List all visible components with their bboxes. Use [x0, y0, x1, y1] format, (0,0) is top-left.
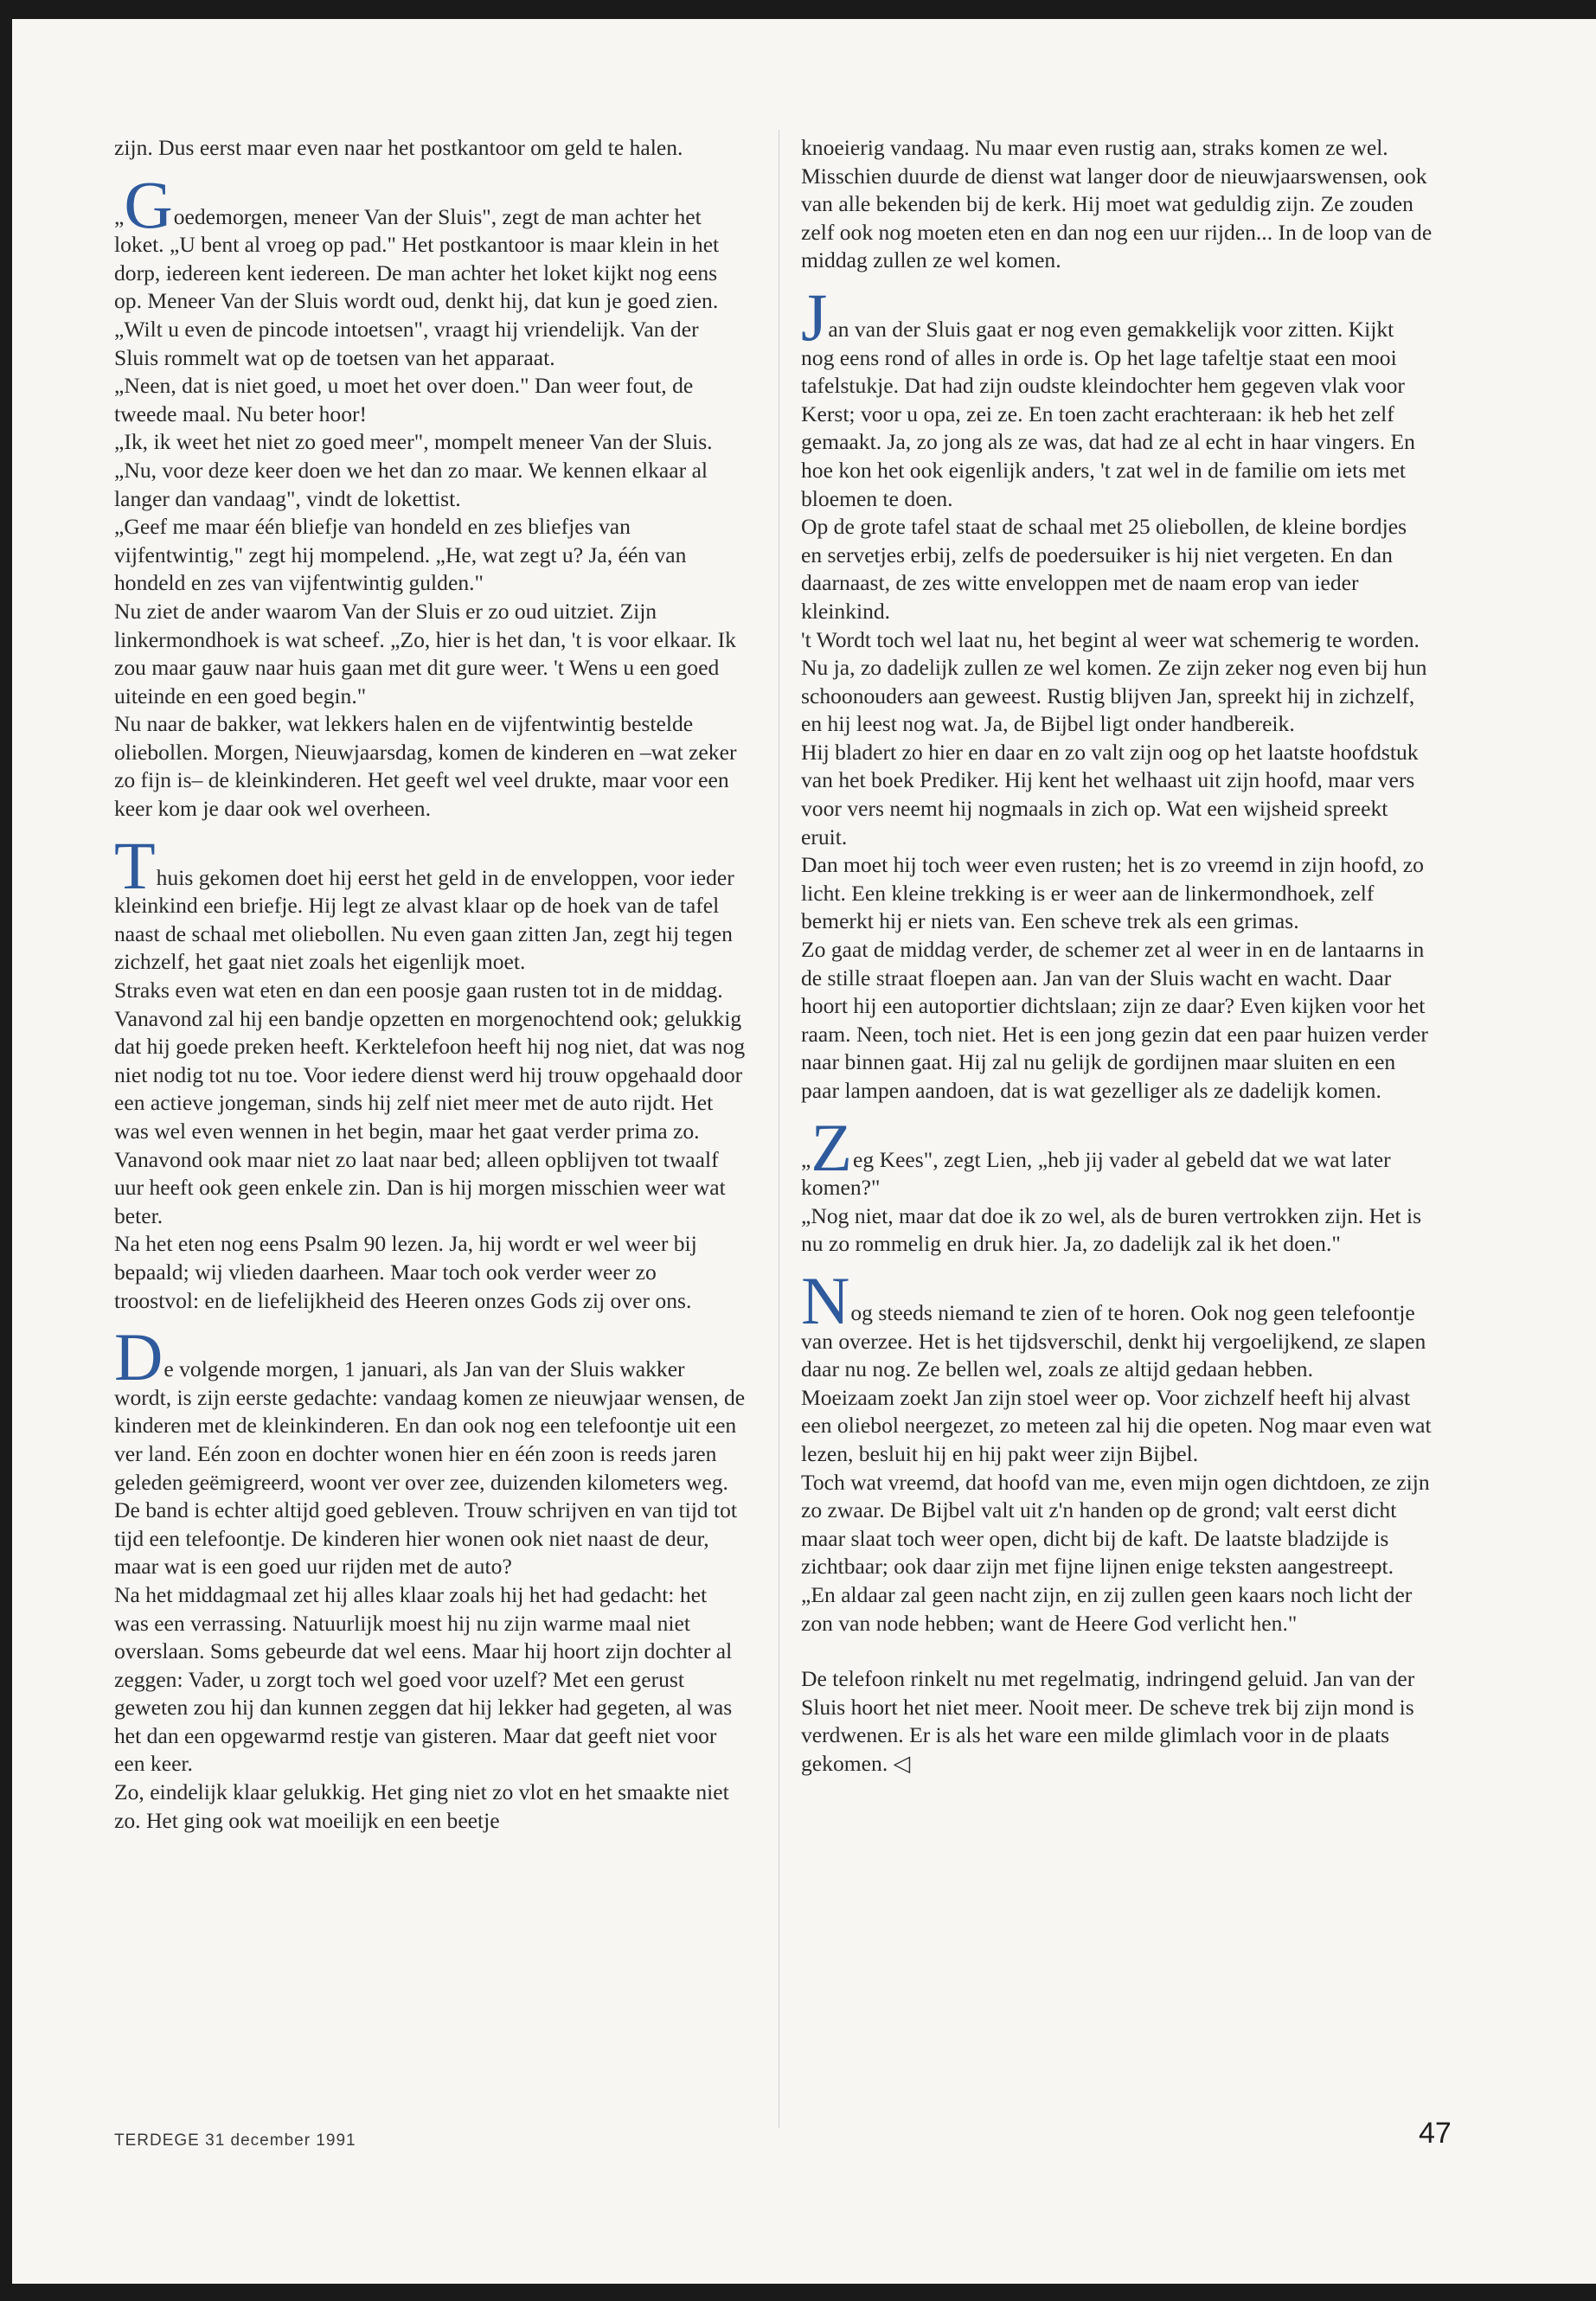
paragraph: Nu naar de bakker, wat lekkers halen en de vijfentwintig bestelde oliebollen. Morgen, Nieuwjaarsdag, komen de kinderen en –wat zeker zo fijn is– de kleinkinderen. Het geeft wel veel drukte, maar voor een keer kom je daar ook wel overheen.: [114, 711, 737, 822]
paragraph: 't Wordt toch wel laat nu, het begint al weer wat schemerig te worden. Nu ja, zo dadelijk zullen ze wel komen. Ze zijn zeker nog even bij hun schoonouders aan geweest. Rustig blijven Jan, spreekt hij in zichzelf, en hij leest nog wat. Ja, de Bijbel ligt onder handbereik.: [801, 626, 1427, 737]
paragraph: Op de grote tafel staat de schaal met 25 oliebollen, de kleine bordjes en servetjes erbij, zelfs de poedersuiker is hij niet vergeten. En dan daarnaast, de zes witte enveloppen met de naam erop van ieder kleinkind.: [801, 514, 1407, 624]
paragraph: Hij bladert zo hier en daar en zo valt zijn oog op het laatste hoofdstuk van het boek Prediker. Hij kent het welhaast uit zijn hoofd, maar vers voor vers neemt hij nogmaals in zich op. Wat een wijsheid spreekt eruit.: [801, 739, 1419, 849]
left-column: [114, 134, 746, 1835]
paragraph-text: og steeds niemand te zien of te horen. Ook nog geen telefoontje van overzee. Het is het tijdsverschil, denkt hij vergoelijkend, ze slapen daar nu nog. Ze bellen wel, zoals ze altijd gedaan hebben.: [801, 1299, 1426, 1382]
paragraph-with-drop-cap: [114, 166, 746, 316]
scan-border-left: [0, 0, 12, 2301]
paragraph-text: eg Kees", zegt Lien, „heb jij vader al gebeld dat we wat later komen?": [801, 1146, 1391, 1201]
paragraph: Dan moet hij toch weer even rusten; het is zo vreemd in zijn hoofd, zo licht. Een kleine trekking is er weer aan de linkermondhoek, zelf bemerkt hij er niets van. Een scheve trek als een grimas.: [801, 852, 1424, 934]
paragraph-with-drop-cap: [801, 1262, 1433, 1384]
paragraph: Na het eten nog eens Psalm 90 lezen. Ja, hij wordt er wel weer bij bepaald; wij vlieden daarheen. Maar toch ook verder weer zo troostvol: en de liefelijkheid des Heeren onzes Gods zij over ons.: [114, 1231, 697, 1313]
paragraph: Zo, eindelijk klaar gelukkig. Het ging niet zo vlot en het smaakte niet zo. Het ging ook wat moeilijk en een beetje: [114, 1779, 729, 1833]
paragraph: „Ik, ik weet het niet zo goed meer", mompelt meneer Van der Sluis.: [114, 429, 713, 455]
paragraph-text: oedemorgen, meneer Van der Sluis", zegt de man achter het loket. „U bent al vroeg op pad." Het postkantoor is maar klein in het dorp, iedereen kent iedereen. De man achter het loket kijkt nog eens op. Meneer Van der Sluis wordt oud, denkt hij, dat kun je goed zien.: [114, 203, 720, 314]
paragraph: „Geef me maar één bliefje van hondeld en zes bliefjes van vijfentwintig," zegt hij mompelend. „He, wat zegt u? Ja, één van hondeld en zes van vijfentwintig gulden.": [114, 514, 687, 596]
drop-cap: N: [801, 1262, 850, 1338]
paragraph: Zo gaat de middag verder, de schemer zet al weer in en de lantaarns in de stille straat floepen aan. Jan van der Sluis wacht en wacht. Daar hoort hij een autoportier dichtslaan; zijn ze daar? Even kijken voor het raam. Neen, toch niet. Het is een jong gezin dat een paar huizen verder naar binnen gaat. Hij zal nu gelijk de gordijnen maar sluiten en een paar lampen aandoen, dat is wat gezelliger als ze dadelijk komen.: [801, 937, 1428, 1103]
quote-mark: „: [801, 1146, 811, 1172]
quote-mark: „: [114, 203, 125, 229]
publication-footer: TERDEGE 31 december 1991: [114, 2131, 356, 2150]
paragraph: Straks even wat eten en dan een poosje gaan rusten tot in de middag. Vanavond zal hij een bandje opzetten en morgenochtend ook; gelukkig dat hij goede preken heeft. Kerktelefoon heeft hij nog niet, dat was nog niet nodig tot nu toe. Voor iedere dienst werd hij trouw opgehaald door een actieve jongeman, sinds hij zelf niet meer met de auto rijdt. Het was wel even wennen in het begin, maar het gaat verder prima zo.: [114, 977, 746, 1144]
page-number: 47: [1419, 2117, 1452, 2150]
right-column: [801, 134, 1433, 1778]
paragraph-text: huis gekomen doet hij eerst het geld in de enveloppen, voor ieder kleinkind een briefje. Hij legt ze alvast klaar op de hoek van de tafel naast de schaal met oliebollen. Nu even gaan zitten Jan, zegt hij tegen zichzelf, het gaat niet zoals het eigenlijk moet.: [114, 864, 734, 975]
paragraph: „Nu, voor deze keer doen we het dan zo maar. We kennen elkaar al langer dan vandaag", vindt de lokettist.: [114, 457, 708, 511]
paragraph: Moeizaam zoekt Jan zijn stoel weer op. Voor zichzelf heeft hij alvast een oliebol neergezet, zo meteen zal hij die opeten. Nog maar even wat lezen, besluit hij en hij pakt weer zijn Bijbel.: [801, 1384, 1432, 1466]
paragraph-with-drop-cap: [801, 1109, 1433, 1202]
paragraph-with-drop-cap: [801, 279, 1433, 513]
paragraph-text: e volgende morgen, 1 januari, als Jan van der Sluis wakker wordt, is zijn eerste gedachte: vandaag komen ze nieuwjaar wensen, de kinderen met de kleinkinderen. En dan ook nog een telefoontje uit een ver land. Eén zoon en dochter wonen hier en één zoon is reeds jaren geleden geëmigreerd, woont ver over zee, duizenden kilometers weg. De band is echter altijd goed gebleven. Trouw schrijven en van tijd tot tijd een telefoontje. De kinderen hier wonen ook niet naast de deur, maar wat is een goed uur rijden met de auto?: [114, 1356, 746, 1580]
drop-cap: G: [124, 166, 173, 242]
paragraph: Vanavond ook maar niet zo laat naar bed; alleen opblijven tot twaalf uur heeft ook geen enkele zin. Dan is hij morgen misschien weer wat beter.: [114, 1146, 726, 1228]
paragraph: zijn. Dus eerst maar even naar het postkantoor om geld te halen.: [114, 135, 683, 160]
drop-cap: T: [114, 827, 156, 903]
paragraph: „Wilt u even de pincode intoetsen", vraagt hij vriendelijk. Van der Sluis rommelt wat op de toetsen van het apparaat.: [114, 316, 699, 370]
paragraph-text: an van der Sluis gaat er nog even gemakkelijk voor zitten. Kijkt nog eens rond of alles in orde is. Op het lage tafeltje staat een mooi tafelstukje. Dat had zijn oudste kleindochter hem gegeven vlak voor Kerst; voor u opa, zei ze. En toen zacht erachteraan: ik heb het zelf gemaakt. Ja, zo jong als ze was, dat had ze al echt in haar vingers. En hoe kon het ook eigenlijk anders, 't zat wel in de familie om iets met bloemen te doen.: [801, 316, 1415, 511]
paragraph: „Nog niet, maar dat doe ik zo wel, als de buren vertrokken zijn. Het is nu zo rommelig en druk hier. Ja, zo dadelijk zal ik het doen.": [801, 1202, 1422, 1257]
paragraph: Na het middagmaal zet hij alles klaar zoals hij het had gedacht: het was een verrassing. Natuurlijk moest hij nu zijn warme maal niet overslaan. Soms gebeurde dat wel eens. Maar hij hoort zijn dochter al zeggen: Vader, u zorgt toch wel goed voor uzelf? Met een gerust geweten zou hij dan kunnen zeggen dat hij lekker had gegeten, al was het dan een opgewarmd restje van gisteren. Maar dat geeft niet voor een keer.: [114, 1581, 733, 1777]
paragraph-with-drop-cap: [114, 1319, 746, 1581]
drop-cap: D: [114, 1319, 163, 1395]
paragraph-with-drop-cap: [114, 827, 746, 977]
paragraph: Nu ziet de ander waarom Van der Sluis er zo oud uitziet. Zijn linkermondhoek is wat scheef. „Zo, hier is het dan, 't is voor elkaar. Ik zou maar gauw naar huis gaan met dit gure weer. 't Wens u een goed uiteinde en een goed begin.": [114, 598, 736, 708]
scan-border-bottom: [0, 2284, 1596, 2301]
magazine-page: [12, 19, 1596, 2284]
drop-cap: Z: [811, 1109, 853, 1185]
paragraph: Toch wat vreemd, dat hoofd van me, even mijn ogen dichtdoen, ze zijn zo zwaar. De Bijbel valt uit z'n handen op de grond; valt eerst dicht maar slaat toch weer open, dicht bij de kaft. De laatste bladzijde is zichtbaar; ook daar zijn met fijne lijnen enige teksten aangestreept. „En aldaar zal geen nacht zijn, en zij zullen geen kaars noch licht der zon van node hebben; want de Heere God verlicht hen.": [801, 1469, 1430, 1636]
drop-cap: J: [801, 279, 828, 355]
scan-border-top: [0, 0, 1596, 19]
paragraph: „Neen, dat is niet goed, u moet het over doen." Dan weer fout, de tweede maal. Nu beter hoor!: [114, 373, 694, 426]
closing-paragraph: De telefoon rinkelt nu met regelmatig, indringend geluid. Jan van der Sluis hoort het niet meer. Nooit meer. De scheve trek bij zijn mond is verdwenen. Er is als het ware een milde glimlach voor in de plaats gekomen. ◁: [801, 1666, 1415, 1776]
paragraph: knoeierig vandaag. Nu maar even rustig aan, straks komen ze wel. Misschien duurde de dienst wat langer door de nieuwjaarswensen, ook van alle bekenden bij de kerk. Hij moet wat geduldig zijn. Ze zouden zelf ook nog moeten eten en dan nog een uur rijden... In de loop van de middag zullen ze wel komen.: [801, 135, 1433, 273]
